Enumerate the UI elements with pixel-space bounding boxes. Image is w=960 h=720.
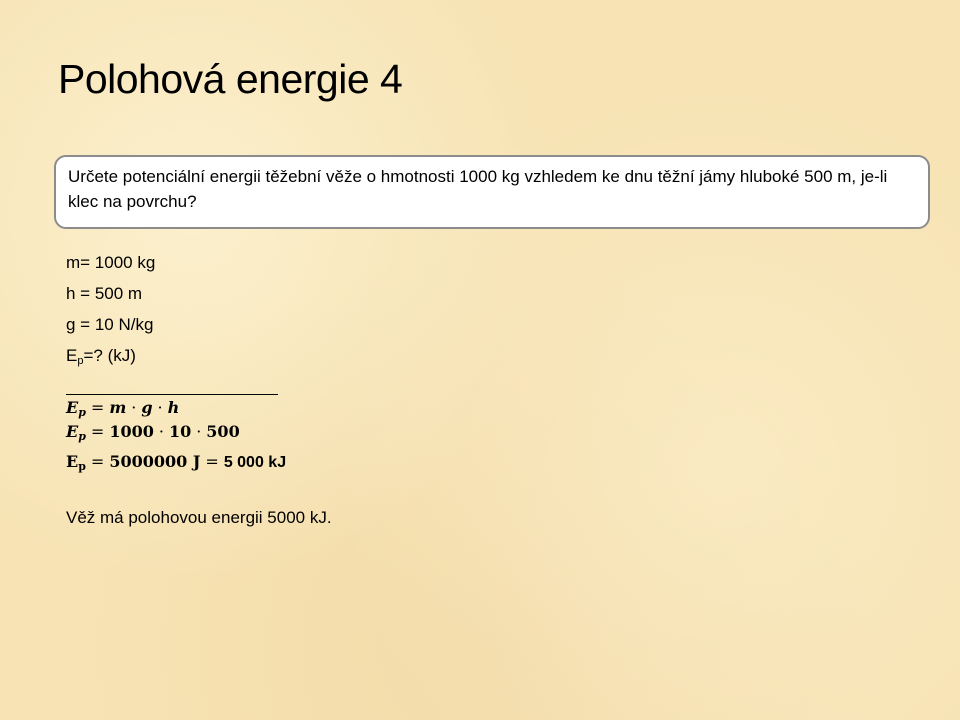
formula-lhs: E <box>66 398 79 417</box>
given-gravity: g = 10 N/kg <box>66 315 154 334</box>
result-equals-2: = <box>205 452 219 471</box>
task-text: Určete potenciální energii těžební věže o hmotnosti 1000 kg vzhledem ke dnu těžní jámy hluboké 500 m, je-li klec na povrchu? <box>68 167 888 211</box>
formula-m: m <box>109 398 127 417</box>
conclusion-text: Věž má polohovou energii 5000 kJ. <box>66 508 332 527</box>
substitution-height: 500 <box>206 422 240 441</box>
formula-line-1 <box>66 398 179 419</box>
result-equals: = <box>90 452 105 471</box>
substitution-dot-1: · <box>158 422 164 441</box>
formula-h: h <box>167 398 180 417</box>
substitution-lhs-sub: p <box>78 430 86 443</box>
formula-line-3 <box>66 452 286 473</box>
formula-g: g <box>141 398 153 417</box>
unknown-symbol: E <box>66 346 78 365</box>
given-mass: m= 1000 kg <box>66 253 156 272</box>
unknown-subscript: p <box>77 355 84 367</box>
result-lhs: E <box>66 452 79 471</box>
formula-equals: = <box>90 398 105 417</box>
result-value-kilojoules: 5 000 kJ <box>223 454 287 471</box>
formula-dot-2: · <box>157 398 163 417</box>
formula-lhs-sub: p <box>78 406 86 419</box>
unknown-rest: =? (kJ) <box>83 346 136 365</box>
substitution-lhs: E <box>66 422 79 441</box>
result-lhs-sub: p <box>78 460 86 473</box>
task-box <box>54 155 930 229</box>
slide-title: Polohová energie 4 <box>58 56 403 102</box>
divider-line <box>66 394 278 395</box>
formula-dot-1: · <box>131 398 137 417</box>
given-height: h = 500 m <box>66 284 143 303</box>
substitution-mass: 1000 <box>109 422 154 441</box>
given-values <box>66 250 155 374</box>
result-unit-joules: J <box>192 452 201 471</box>
substitution-gravity: 10 <box>168 422 192 441</box>
given-unknown <box>66 343 155 374</box>
formula-line-2 <box>66 422 240 443</box>
substitution-dot-2: · <box>196 422 202 441</box>
substitution-equals: = <box>90 422 105 441</box>
result-value-joules: 5000000 <box>109 452 188 471</box>
